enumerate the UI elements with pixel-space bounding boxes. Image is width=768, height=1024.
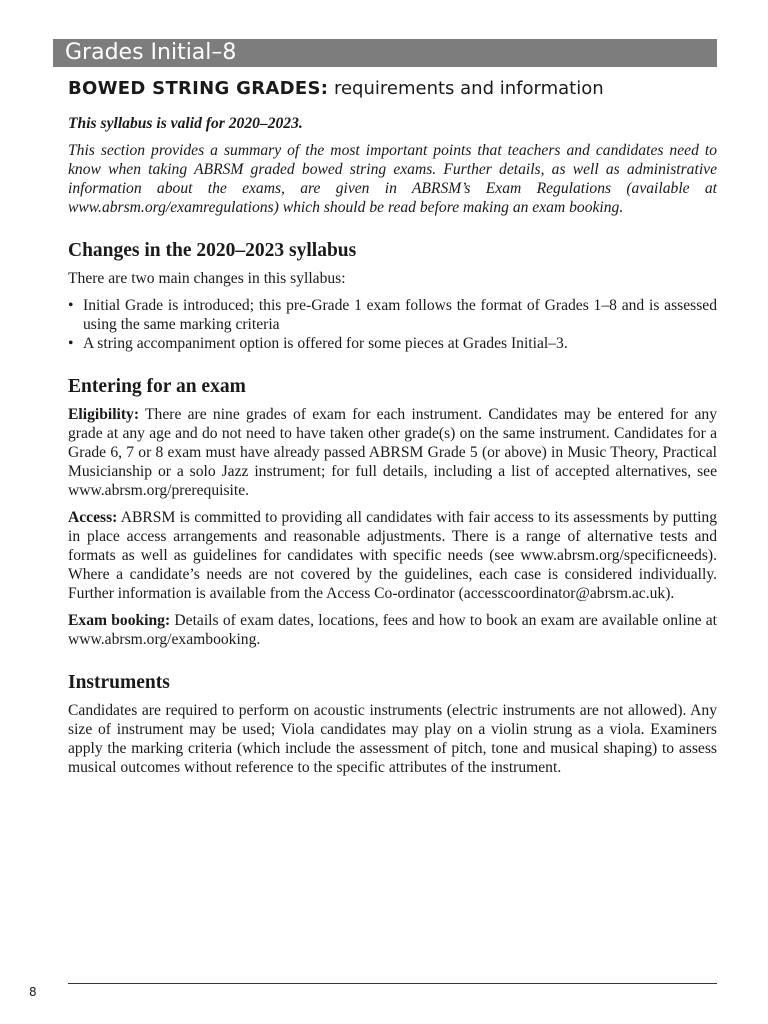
- instruments-paragraph: Candidates are required to perform on acoustic instruments (electric instruments are not allowed). Any size of instrument may be used; Viola candidates may play on a violin strung as a viola. Examiners apply the marking criteria (which include the assessment of pitch, tone and musical shaping) to assess musical outcomes without reference to the specific attributes of the instrument.: [68, 702, 717, 776]
- validity-statement: This syllabus is valid for 2020–2023.: [68, 115, 303, 132]
- entering-heading: Entering for an exam: [68, 376, 246, 397]
- banner-title: Grades Initial–8: [65, 40, 237, 65]
- instruments-heading: Instruments: [68, 672, 170, 693]
- footer-rule: [68, 983, 717, 984]
- subtitle-bold: BOWED STRING GRADES:: [68, 78, 329, 99]
- changes-list: [68, 296, 717, 353]
- booking-paragraph: [68, 611, 717, 649]
- section-banner: [53, 39, 717, 67]
- eligibility-paragraph: [68, 405, 717, 500]
- access-text: ABRSM is committed to providing all candidates with fair access to its assessments by putting in place access arrangements and reasonable adjustments. There is a range of alternative tests and formats as well as guidelines for candidates with specific needs (see www.abrsm.org/specificneeds). Where a candidate’s needs are not covered by the guidelines, each case is considered individually. Further information is available from the Access Co-ordinator (accesscoordinator@abrsm.ac.uk).: [68, 509, 717, 602]
- body-text: [68, 114, 717, 777]
- booking-label: Exam booking:: [68, 612, 171, 629]
- changes-lead: There are two main changes in this syllabus:: [68, 270, 346, 287]
- subtitle-rest: requirements and information: [328, 78, 604, 99]
- intro-summary: This section provides a summary of the most important points that teachers and candidates need to know when taking ABRSM graded bowed string exams. Further details, as well as administrative information about the exams, are given in ABRSM’s Exam Regulations (available at www.abrsm.org/examregulations) which should be read before making an exam booking.: [68, 142, 717, 216]
- page-subtitle: [68, 76, 717, 102]
- booking-text: Details of exam dates, locations, fees and how to book an exam are available online at www.abrsm.org/exambooking.: [68, 612, 717, 648]
- bullet-icon: •: [68, 335, 74, 352]
- access-label: Access:: [68, 509, 118, 526]
- page-content: [68, 76, 717, 785]
- changes-heading: Changes in the 2020–2023 syllabus: [68, 240, 357, 261]
- bullet-icon: •: [68, 297, 74, 314]
- eligibility-text: There are nine grades of exam for each instrument. Candidates may be entered for any grade at any age and do not need to have taken other grade(s) on the same instrument. Candidates for a Grade 6, 7 or 8 exam must have already passed ABRSM Grade 5 (or above) in Music Theory, Practical Musicianship or a solo Jazz instrument; for full details, including a list of accepted alternatives, see www.abrsm.org/prerequisite.: [68, 406, 717, 499]
- list-item: [68, 296, 717, 334]
- page-number: 8: [29, 985, 37, 999]
- access-paragraph: [68, 508, 717, 603]
- list-item-text: Initial Grade is introduced; this pre-Grade 1 exam follows the format of Grades 1–8 and is assessed using the same marking criteria: [83, 297, 717, 333]
- list-item-text: A string accompaniment option is offered for some pieces at Grades Initial–3.: [83, 335, 568, 352]
- eligibility-label: Eligibility:: [68, 406, 140, 423]
- list-item: [68, 334, 717, 353]
